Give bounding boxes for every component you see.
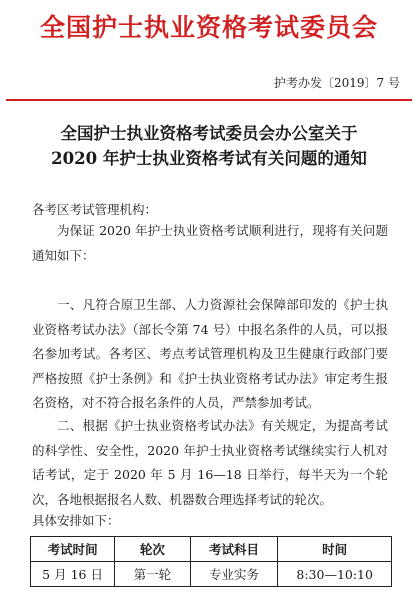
body-paragraph: 一、凡符合原卫生部、人力资源社会保障部印发的《护士执业资格考试办法》（部长令第 74 号）中报名条件的人员，可以报名参加考试。各考区、考点考试管理机构及卫生健康行政部门要严格按照《护士条例》和《护士执业资格考试办法》审定考生报名资格，对不符合报名条件的人员，严禁参加考试。 xyxy=(32,297,388,411)
body-paragraph: 二、根据《护士执业资格考试办法》有关规定，为提高考试的科学性、安全性，2020 年护士执业资格考试继续实行人机对话考试，定于 2020 年 5 月 16—18 日举行，每半天为一个轮次，各地根据报名人数、机器数合理选择考试的轮次。 xyxy=(32,418,388,507)
column-header-exam-date: 考试时间 xyxy=(31,537,115,562)
column-header-time: 时间 xyxy=(278,537,392,562)
body-paragraph: 为保证 2020 年护士执业资格考试顺利进行，现将有关问题通知如下： xyxy=(32,223,388,263)
cell-time: 8:30—10:10 xyxy=(278,562,392,587)
cell-subject: 专业实务 xyxy=(190,562,278,587)
column-header-round: 轮次 xyxy=(115,537,191,562)
cell-round: 第一轮 xyxy=(115,562,191,587)
exam-schedule-table xyxy=(30,536,392,587)
document-number: 护考办发〔2019〕7 号 xyxy=(274,76,400,90)
issuer-header: 全国护士执业资格考试委员会 xyxy=(39,13,378,42)
column-header-subject: 考试科目 xyxy=(190,537,278,562)
table-row xyxy=(31,562,392,587)
schedule-intro: 具体安排如下： xyxy=(32,513,120,528)
cell-exam-date: 5 月 16 日 xyxy=(31,562,115,587)
red-divider-line xyxy=(6,99,412,101)
salutation: 各考区考试管理机构： xyxy=(32,202,158,217)
notice-title-line-2: 2020 年护士执业资格考试有关问题的通知 xyxy=(51,149,367,168)
notice-title-line-1: 全国护士执业资格考试委员会办公室关于 xyxy=(60,124,358,143)
table-header-row xyxy=(31,537,392,562)
